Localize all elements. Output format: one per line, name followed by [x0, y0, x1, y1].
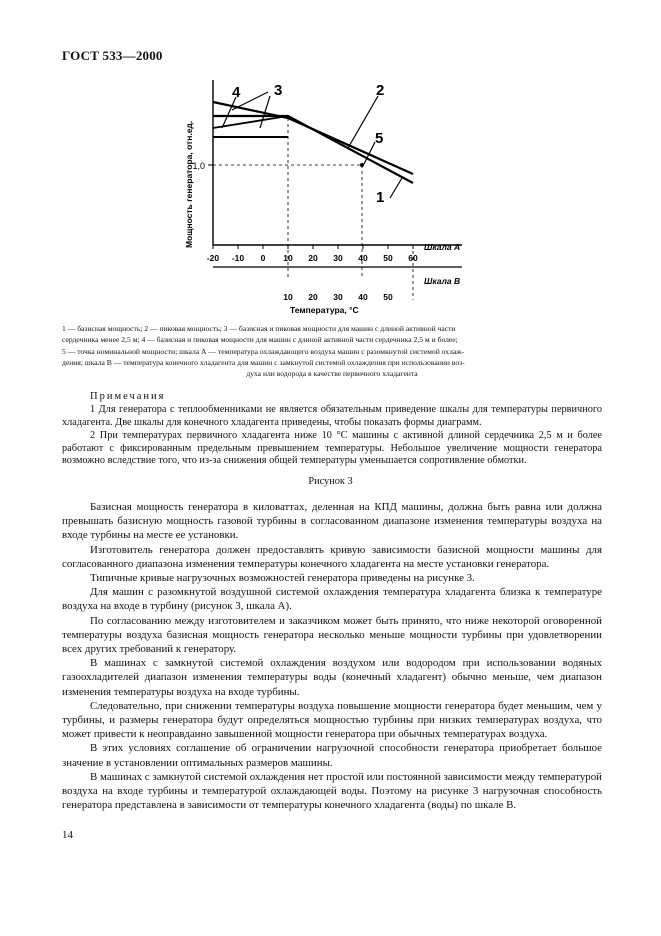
scale-a-tick-label: 30 [333, 253, 343, 263]
legend-line: 5 — точка номинальной мощности; шкала А — температура охлаждающего воздуха машин с разомкнутой системой охлаж- [62, 346, 465, 356]
paragraph: В машинах с замкнутой системой охлаждения нет простой или постоянной зависимости между температурой воздуха на входе турбины и температурой охлаждающей воды. Поэтому на рисунке 3 нагрузочная способность генератора представлена в зависимости от температуры конечного хладагента (воды) по шкале В. [62, 770, 602, 812]
scale-a-tick-label: 0 [260, 253, 266, 263]
scale-a-tick-label: -10 [231, 253, 245, 263]
scale-a-label: Шкала А [424, 242, 461, 252]
scale-b-tick-label: 30 [333, 292, 343, 302]
curve-label-2: 2 [376, 82, 385, 99]
curve-base-power [213, 116, 413, 183]
scale-b-tick-label: 50 [383, 292, 393, 302]
leader-2 [348, 96, 378, 148]
rated-point [360, 163, 364, 167]
legend-line: духа или водорода в качестве первичного хладагента [246, 369, 418, 379]
figure-legend [62, 323, 602, 379]
y-axis-label: Мощность генератора, отн.ед. [184, 120, 194, 248]
curve-label-1: 1 [376, 189, 385, 206]
page-number: 14 [62, 829, 73, 841]
paragraph: Изготовитель генератора должен предоставлять кривую зависимости базисной мощности машины для согласованного диапазона изменения температуры конечного хладагента на месте установки генератора. [62, 543, 602, 570]
scale-a-ticks [207, 245, 418, 263]
paragraph: По согласованию между изготовителем и заказчиком может быть принято, что ниже некоторой оговоренной температуры воздуха базисная мощность генератора несколько меньше мощности турбины при удовлетворении всех других требований к генератору. [62, 614, 602, 656]
scale-b-tick-label: 20 [308, 292, 318, 302]
y-tick-label: 1,0 [192, 161, 205, 171]
paragraph: Базисная мощность генератора в киловаттах, деленная на КПД машины, должна быть равна или должна превышать базисную мощность газовой турбины в согласованном диапазоне изменения температуры воздуха на входе турбины на месте ее установки. [62, 501, 602, 542]
x-axis-label: Температура, °С [290, 305, 359, 315]
scale-b-tick-label: 40 [358, 292, 368, 302]
scale-a-tick-label: 10 [283, 253, 293, 263]
power-temperature-figure [170, 70, 500, 318]
scale-a-tick-label: 40 [358, 253, 368, 263]
scale-a-tick-label: 50 [383, 253, 393, 263]
note-1: 1 Для генератора с теплообменниками не является обязательным приведение шкалы для температуры первичного хладагента. Две шкалы для конечного хладагента приведены, чтобы показать формы диаграмм. [62, 404, 602, 428]
scale-b-label: Шкала В [424, 276, 461, 286]
notes-title: Примечания [90, 391, 166, 402]
curve-label-3: 3 [274, 82, 283, 99]
paragraph: Типичные кривые нагрузочных возможностей генератора приведены на рисунке 3. [90, 572, 475, 585]
curve-label-5: 5 [375, 130, 384, 147]
document-header: ГОСТ 533—2000 [62, 48, 163, 63]
paragraph: В этих условиях соглашение об ограничении нагрузочной способности генератора приобретает большое значение в установлении оптимальных размеров машины. [62, 742, 602, 769]
scale-a-tick-label: 20 [308, 253, 318, 263]
curve-label-4: 4 [232, 84, 241, 101]
note-2: 2 При температурах первичного хладагента ниже 10 °С машины с активной длиной сердечника 2,5 м и более работают с фиксированным предельным превышением температуры. Небольшое увеличение мощности генератора возможно вследствие того, что из-за снижения общей температуры уменьшается сопротивление обмотки. [62, 430, 602, 467]
legend-line: дения; шкала В — температура конечного хладагента для машин с замкнутой системой охлаждения при использовании воз- [62, 357, 465, 367]
figure-caption: Рисунок 3 [308, 476, 353, 487]
legend-line: 1 — базисная мощность; 2 — пиковая мощность; 3 — базисная и пиковая мощности для машин с длиной активной части [62, 324, 456, 333]
paragraph: Следовательно, при снижении температуры воздуха повышение мощности генератора будет меньшим, чем у турбины, и размеры генератора будут определяться мощностью турбины при низких температурах воздуха, что может привести к неоправданно завышенной мощности генератора при обычных температурах воздуха. [62, 699, 602, 741]
scale-a-tick-label: -20 [206, 253, 220, 263]
paragraph: Для машин с разомкнутой воздушной системой охлаждения температура хладагента близка к температуре воздуха на входе в турбину (рисунок 3, шкала А). [62, 586, 602, 613]
scale-b-tick-label: 10 [283, 292, 293, 302]
body-text [62, 500, 602, 812]
legend-line: сердечника менее 2,5 м; 4 — базисная и пиковая мощности для машин с длиной активной части сердечника 2,5 м и более; [62, 335, 458, 345]
leader-1 [390, 178, 402, 198]
leader-4 [222, 97, 236, 128]
scale-b-ticks [283, 292, 393, 302]
scale-a-tick-label: 60 [408, 253, 418, 263]
paragraph: В машинах с замкнутой системой охлаждения воздухом или водородом при использовании водяных газоохладителей диапазон изменения температуры воды (конечный хладагент) обычно меньше, чем диапазон изменения температуры воздуха на входе турбины. [62, 657, 602, 698]
